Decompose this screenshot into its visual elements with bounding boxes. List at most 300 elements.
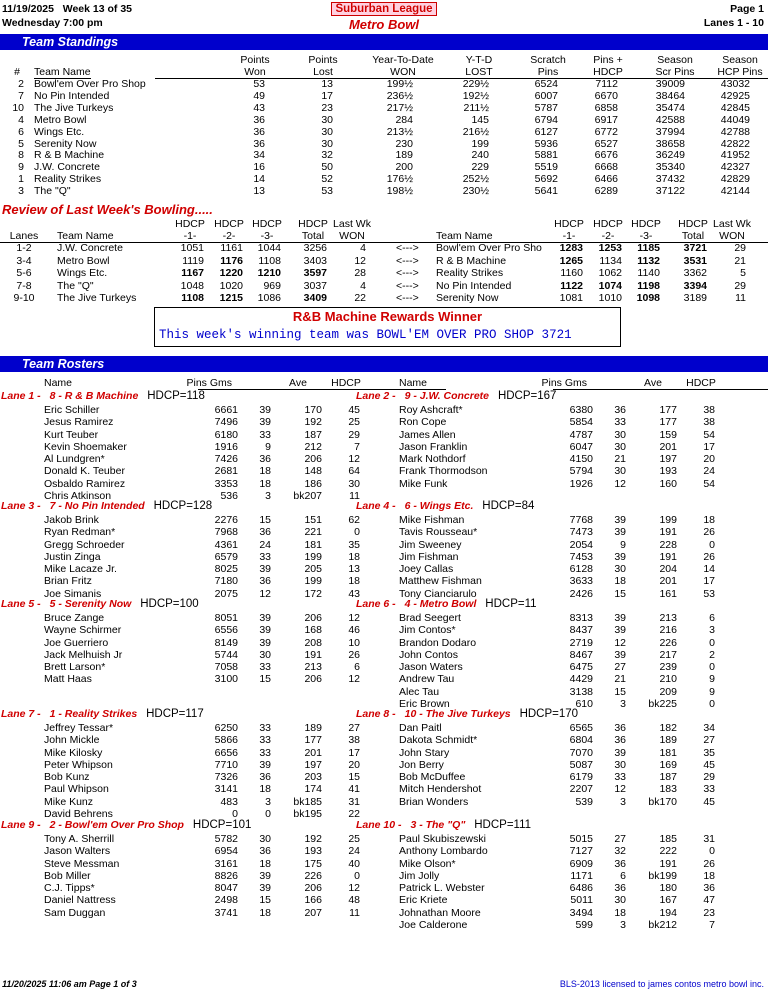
col-header-ytd_lost: Y-T-D: [465, 54, 493, 66]
player-pins: 3633: [569, 575, 593, 588]
standing-ytd_lost: 145: [471, 113, 489, 126]
review-vs: <--->: [396, 242, 419, 254]
lane-team-header: [356, 500, 534, 512]
standing-won: 36: [253, 113, 265, 126]
lane-number: Lane 7 -: [1, 708, 44, 720]
player-games: 18: [259, 477, 271, 490]
standing-ytd_lost: 192½: [462, 89, 489, 102]
player-average: 216: [659, 624, 677, 637]
review-header-a1: HDCP: [175, 218, 205, 230]
review-b3: 1140: [637, 267, 660, 280]
player-name: Chris Atkinson: [44, 489, 112, 502]
col-header-won-sub: Won: [155, 66, 355, 79]
standing-ytd_won: 284: [395, 113, 413, 126]
standing-lost: 53: [321, 185, 333, 198]
player-name: Kevin Shoemaker: [44, 440, 127, 453]
rewards-winner-title: R&B Machine Rewards Winner: [292, 309, 483, 324]
review-team-b: No Pin Intended: [436, 279, 512, 292]
player-games: 39: [614, 526, 626, 539]
player-name: Justin Zinga: [44, 550, 101, 563]
review-header-team-b: Team Name: [436, 230, 493, 242]
review-b2: 1134: [599, 254, 622, 267]
player-average: 175: [304, 857, 322, 870]
player-hdcp: 62: [348, 514, 360, 526]
player-hdcp: 26: [348, 648, 360, 661]
review-aw: 4: [360, 279, 366, 292]
col-header-lost: Points: [308, 54, 338, 66]
lane-number: Lane 8 -: [356, 708, 399, 720]
player-games: 39: [259, 612, 271, 624]
review-a2: 1215: [219, 292, 243, 305]
player-average: 174: [304, 783, 322, 796]
player-pins: 599: [575, 918, 593, 931]
player-name: Mike Lacaze Jr.: [44, 563, 117, 575]
player-hdcp: 29: [348, 428, 360, 441]
col-header-pinshdcp-sub: HDCP: [508, 66, 708, 79]
standing-shp: 42829: [720, 173, 750, 186]
player-average: 213: [659, 612, 677, 624]
footer-license: BLS-2013 licensed to james contos metro bowl inc.: [559, 979, 764, 989]
player-hdcp: 25: [348, 416, 360, 429]
player-games: 33: [259, 734, 271, 747]
review-header-bt-sub: Total: [593, 230, 768, 243]
player-pins: 2498: [214, 894, 238, 907]
player-hdcp: 38: [703, 404, 715, 416]
player-name: Gregg Schroeder: [44, 538, 125, 551]
lane-number: Lane 2 -: [356, 390, 399, 402]
player-name: Brandon Dodaro: [399, 636, 477, 649]
player-name: Ron Cope: [399, 416, 447, 429]
player-pins: 5782: [214, 833, 238, 845]
player-hdcp: 26: [703, 550, 715, 563]
player-average: 172: [304, 587, 322, 600]
standing-lost: 30: [321, 137, 333, 150]
standing-pinshdcp: 6917: [594, 113, 618, 126]
player-pins: 6475: [569, 661, 593, 673]
player-pins: 5866: [214, 734, 238, 747]
col-header-shp-sub: HCP Pins: [640, 66, 768, 79]
footer-timestamp: 11/20/2025 11:06 am Page 1 of 3: [2, 979, 137, 989]
player-average: 170: [304, 404, 322, 416]
player-hdcp: 11: [349, 489, 360, 502]
review-a1: 1119: [182, 254, 204, 267]
standing-won: 36: [253, 125, 265, 138]
team-name: 8 - R & B Machine: [49, 390, 142, 402]
review-lanes: 5-6: [16, 267, 32, 280]
player-hdcp: 24: [703, 465, 715, 478]
player-average: 193: [304, 845, 322, 858]
player-average: 199: [659, 514, 677, 526]
player-average: 177: [659, 404, 677, 416]
player-games: 33: [259, 722, 271, 734]
player-hdcp: 20: [348, 758, 360, 771]
player-games: 33: [614, 771, 626, 783]
player-games: 39: [614, 746, 626, 759]
team-hdcp: HDCP=117: [146, 708, 204, 720]
team-name: 5 - Serenity Now: [49, 598, 135, 610]
lane-number: Lane 9 -: [1, 819, 44, 831]
player-games: 15: [614, 685, 626, 698]
player-average: 206: [304, 453, 322, 465]
player-hdcp: 54: [703, 477, 715, 490]
player-games: 32: [614, 845, 626, 858]
standing-ytd_lost: 240: [471, 149, 489, 162]
player-games: 30: [614, 894, 626, 907]
player-average: bk185: [293, 795, 322, 808]
player-average: 180: [659, 882, 677, 894]
review-team-b: Bowl'em Over Pro Sho: [436, 242, 542, 254]
player-pins: 6128: [569, 563, 593, 575]
player-name: C.J. Tipps*: [44, 882, 95, 894]
roster-header-pins-gms: Pins Gms: [541, 377, 587, 389]
review-a1: 1167: [181, 267, 204, 280]
roster-header-ave: Ave: [553, 377, 753, 390]
lane-number: Lane 4 -: [356, 500, 399, 512]
review-lanes: 9-10: [13, 292, 35, 305]
col-header-num: #: [14, 66, 20, 78]
standing-won: 36: [253, 137, 265, 150]
review-header-a2: HDCP: [214, 218, 244, 230]
player-name: Tony Cianciarulo: [399, 587, 477, 600]
player-hdcp: 12: [348, 612, 360, 624]
player-average: 168: [304, 624, 322, 637]
player-hdcp: 6: [354, 661, 360, 673]
player-games: 36: [614, 882, 626, 894]
player-games: 39: [259, 869, 271, 882]
team-name: 9 - J.W. Concrete: [404, 390, 492, 402]
standing-ssp: 36249: [655, 149, 685, 162]
standing-lost: 23: [321, 101, 333, 114]
standing-shp: 42925: [720, 89, 750, 102]
review-b3: 1185: [637, 242, 660, 254]
lane-number: Lane 6 -: [356, 598, 399, 610]
player-name: David Behrens: [44, 807, 113, 820]
player-games: 12: [259, 587, 271, 600]
player-average: 151: [304, 514, 322, 526]
player-pins: 5854: [569, 416, 593, 429]
standing-pinshdcp: 6466: [594, 173, 618, 186]
player-pins: 483: [220, 795, 238, 808]
player-name: Jon Berry: [399, 758, 444, 771]
team-name: 6 - Wings Etc.: [404, 500, 477, 512]
team-hdcp: HDCP=101: [192, 819, 252, 831]
standing-pinshdcp: 6670: [594, 89, 618, 102]
player-average: bk195: [293, 807, 322, 820]
player-name: Bob McDuffee: [399, 771, 466, 783]
standing-ytd_won: 236½: [386, 89, 413, 102]
player-games: 36: [614, 857, 626, 870]
player-pins: 2681: [214, 465, 238, 478]
player-average: 183: [659, 783, 677, 796]
player-name: Jesus Ramirez: [44, 416, 114, 429]
review-bw: 11: [735, 292, 746, 305]
standing-rank: 3: [18, 185, 24, 198]
player-average: 193: [659, 465, 677, 478]
player-games: 39: [259, 563, 271, 575]
player-name: Wayne Schirmer: [44, 624, 122, 637]
review-header-b3: HDCP: [631, 218, 661, 230]
player-pins: 6047: [569, 440, 593, 453]
review-lanes: 7-8: [16, 279, 32, 292]
player-pins: 6179: [569, 771, 593, 783]
standing-ssp: 37994: [655, 125, 685, 138]
player-average: 226: [659, 636, 677, 649]
col-header-lost-sub: Lost: [223, 66, 423, 79]
team-standings-bar: [0, 34, 768, 50]
player-name: Mitch Hendershot: [399, 783, 482, 796]
player-games: 3: [620, 697, 626, 710]
player-hdcp: 18: [348, 550, 360, 563]
standing-rank: 2: [18, 78, 24, 90]
roster-header-name: Name: [44, 377, 73, 389]
player-name: Jason Walters: [44, 845, 111, 858]
player-name: Frank Thormodson: [399, 465, 488, 478]
player-pins: 7710: [214, 758, 238, 771]
player-games: 36: [259, 526, 271, 539]
player-pins: 5794: [569, 465, 593, 478]
player-average: 201: [659, 440, 677, 453]
player-pins: 8025: [214, 563, 238, 575]
player-average: bk170: [648, 795, 677, 808]
standing-pinshdcp: 6289: [594, 185, 618, 198]
lane-number: Lane 10 -: [356, 819, 405, 831]
player-pins: 610: [575, 697, 593, 710]
player-hdcp: 2: [709, 648, 715, 661]
review-header-b1: HDCP: [554, 218, 584, 230]
player-pins: 4429: [569, 673, 593, 686]
standing-team: J.W. Concrete: [34, 161, 100, 174]
player-average: 166: [304, 894, 322, 907]
player-pins: 536: [220, 489, 238, 502]
player-average: 177: [304, 734, 322, 747]
review-team-a: J.W. Concrete: [57, 242, 123, 254]
player-name: Paul Skubiszewski: [399, 833, 486, 845]
review-header-b2: HDCP: [593, 218, 623, 230]
standing-won: 34: [253, 149, 265, 162]
review-b3: 1198: [637, 279, 660, 292]
player-average: 206: [304, 673, 322, 686]
player-hdcp: 54: [703, 428, 715, 441]
player-hdcp: 0: [354, 869, 360, 882]
player-average: 167: [659, 894, 677, 907]
player-pins: 4361: [214, 538, 238, 551]
review-b3: 1098: [636, 292, 660, 305]
player-name: Al Lundgren*: [44, 453, 105, 465]
player-pins: 7496: [214, 416, 238, 429]
review-header-a2-sub: -2-: [129, 230, 329, 243]
standing-won: 49: [253, 89, 265, 102]
player-name: Sam Duggan: [44, 906, 106, 919]
standings-title: Team Standings: [22, 35, 119, 49]
player-average: 197: [659, 453, 677, 465]
standing-scratch: 5692: [534, 173, 558, 186]
standing-team: R & B Machine: [34, 149, 105, 162]
player-name: Jack Melhuish Jr: [44, 648, 123, 661]
player-name: Jason Waters: [399, 661, 463, 673]
lane-number: Lane 1 -: [1, 390, 44, 402]
player-hdcp: 33: [703, 783, 715, 796]
player-games: 30: [614, 465, 626, 478]
player-games: 33: [614, 416, 626, 429]
player-pins: 6804: [569, 734, 593, 747]
review-header-lanes: Lanes: [0, 230, 124, 243]
standing-lost: 32: [321, 149, 333, 162]
player-name: Bob Kunz: [44, 771, 90, 783]
player-pins: 7127: [569, 845, 593, 858]
player-games: 30: [614, 428, 626, 441]
player-name: Roy Ashcraft*: [399, 404, 463, 416]
player-hdcp: 27: [703, 734, 715, 747]
standing-team: The Jive Turkeys: [34, 101, 114, 114]
standing-shp: 43032: [720, 78, 750, 90]
review-bt: 3189: [683, 292, 707, 305]
player-hdcp: 11: [349, 906, 360, 919]
player-average: 185: [659, 833, 677, 845]
player-games: 33: [259, 661, 271, 673]
player-pins: 3494: [569, 906, 593, 919]
review-team-a: Wings Etc.: [57, 267, 108, 280]
player-hdcp: 14: [703, 563, 715, 575]
lane-number: Lane 5 -: [1, 598, 44, 610]
player-games: 18: [614, 575, 626, 588]
player-name: Joe Guerriero: [44, 636, 109, 649]
day-time: Wednesday 7:00 pm: [2, 17, 103, 29]
lane-team-header: [356, 390, 556, 402]
player-games: 18: [259, 783, 271, 796]
player-average: 201: [659, 575, 677, 588]
review-b1: 1160: [560, 267, 583, 280]
player-hdcp: 6: [709, 612, 715, 624]
standing-ytd_won: 200: [395, 161, 413, 174]
team-name: 4 - Metro Bowl: [404, 598, 480, 610]
standing-rank: 6: [18, 125, 24, 138]
review-b1: 1265: [559, 254, 583, 267]
player-games: 27: [614, 833, 626, 845]
player-hdcp: 45: [703, 758, 715, 771]
review-header-at-sub: Total: [213, 230, 413, 243]
player-hdcp: 43: [348, 587, 360, 600]
player-hdcp: 31: [703, 833, 715, 845]
review-header-aw: Last Wk: [333, 218, 371, 230]
player-hdcp: 45: [703, 795, 715, 808]
review-a3: 1210: [257, 267, 281, 280]
player-pins: 1916: [214, 440, 238, 453]
review-header-a3-sub: -3-: [167, 230, 367, 243]
player-average: 181: [304, 538, 322, 551]
review-b3: 1132: [637, 254, 660, 267]
player-average: 181: [659, 746, 677, 759]
player-name: Mike Fishman: [399, 514, 465, 526]
roster-header-ave: Ave: [198, 377, 398, 390]
player-average: 182: [659, 722, 677, 734]
player-hdcp: 17: [703, 575, 715, 588]
player-name: Donald K. Teuber: [44, 465, 125, 478]
player-average: 148: [304, 465, 322, 478]
review-bt: 3394: [683, 279, 707, 292]
player-hdcp: 30: [348, 477, 360, 490]
lane-number: Lane 3 -: [1, 500, 44, 512]
player-hdcp: 41: [348, 783, 360, 796]
review-at: 3256: [303, 242, 327, 254]
player-pins: 0: [232, 807, 238, 820]
player-name: Joe Calderone: [399, 918, 468, 931]
standing-shp: 44049: [720, 113, 750, 126]
standing-won: 53: [253, 78, 265, 90]
standing-pinshdcp: 6668: [594, 161, 618, 174]
player-games: 39: [259, 882, 271, 894]
player-average: 221: [304, 526, 322, 539]
review-header-bw: Last Wk: [713, 218, 751, 230]
col-header-won: Points: [240, 54, 270, 66]
player-games: 24: [259, 538, 271, 551]
standing-ytd_lost: 230½: [462, 185, 489, 198]
standing-pinshdcp: 6858: [594, 101, 618, 114]
player-games: 33: [259, 746, 271, 759]
player-average: bk212: [648, 918, 677, 931]
player-pins: 6656: [214, 746, 238, 759]
player-average: 186: [304, 477, 322, 490]
player-pins: 6380: [569, 404, 593, 416]
player-average: 194: [659, 906, 677, 919]
review-team-b: R & B Machine: [436, 254, 507, 267]
player-average: 222: [659, 845, 677, 858]
col-header-pinshdcp: Pins +: [593, 54, 623, 66]
player-games: 30: [614, 563, 626, 575]
standing-won: 13: [253, 185, 265, 198]
review-header-team: Team Name: [57, 230, 114, 242]
player-hdcp: 13: [348, 563, 360, 575]
lane-team-header: [356, 598, 537, 610]
standing-rank: 9: [18, 161, 24, 174]
col-header-ssp: Season: [657, 54, 693, 66]
player-games: 12: [614, 636, 626, 649]
player-hdcp: 0: [354, 526, 360, 539]
player-name: Andrew Tau: [399, 673, 455, 686]
player-average: 204: [659, 563, 677, 575]
player-name: Paul Whipson: [44, 783, 109, 796]
player-hdcp: 0: [709, 636, 715, 649]
team-rosters-bar: [0, 356, 768, 372]
player-games: 15: [259, 514, 271, 526]
player-hdcp: 12: [348, 453, 360, 465]
standing-lost: 52: [321, 173, 333, 186]
standing-lost: 30: [321, 125, 333, 138]
player-pins: 1926: [569, 477, 593, 490]
player-games: 15: [259, 673, 271, 686]
player-hdcp: 7: [354, 440, 360, 453]
player-games: 30: [614, 440, 626, 453]
player-games: 15: [259, 894, 271, 907]
standing-scratch: 6127: [534, 125, 558, 138]
review-bt: 3362: [683, 267, 707, 280]
review-lanes: 3-4: [16, 254, 32, 267]
player-average: 187: [659, 771, 677, 783]
review-vs: <--->: [396, 267, 419, 280]
player-pins: 7768: [569, 514, 593, 526]
review-a2: 1161: [220, 242, 243, 254]
review-title: Review of Last Week's Bowling.....: [2, 202, 213, 217]
player-pins: 7426: [214, 453, 238, 465]
player-average: 206: [304, 612, 322, 624]
standing-lost: 17: [321, 89, 333, 102]
review-at: 3403: [303, 254, 327, 267]
review-team-a: The Jive Turkeys: [57, 292, 137, 305]
review-bt: 3721: [683, 242, 707, 254]
player-games: 39: [259, 404, 271, 416]
standing-ytd_lost: 199: [471, 137, 489, 150]
review-b1: 1081: [559, 292, 583, 305]
player-games: 18: [614, 906, 626, 919]
